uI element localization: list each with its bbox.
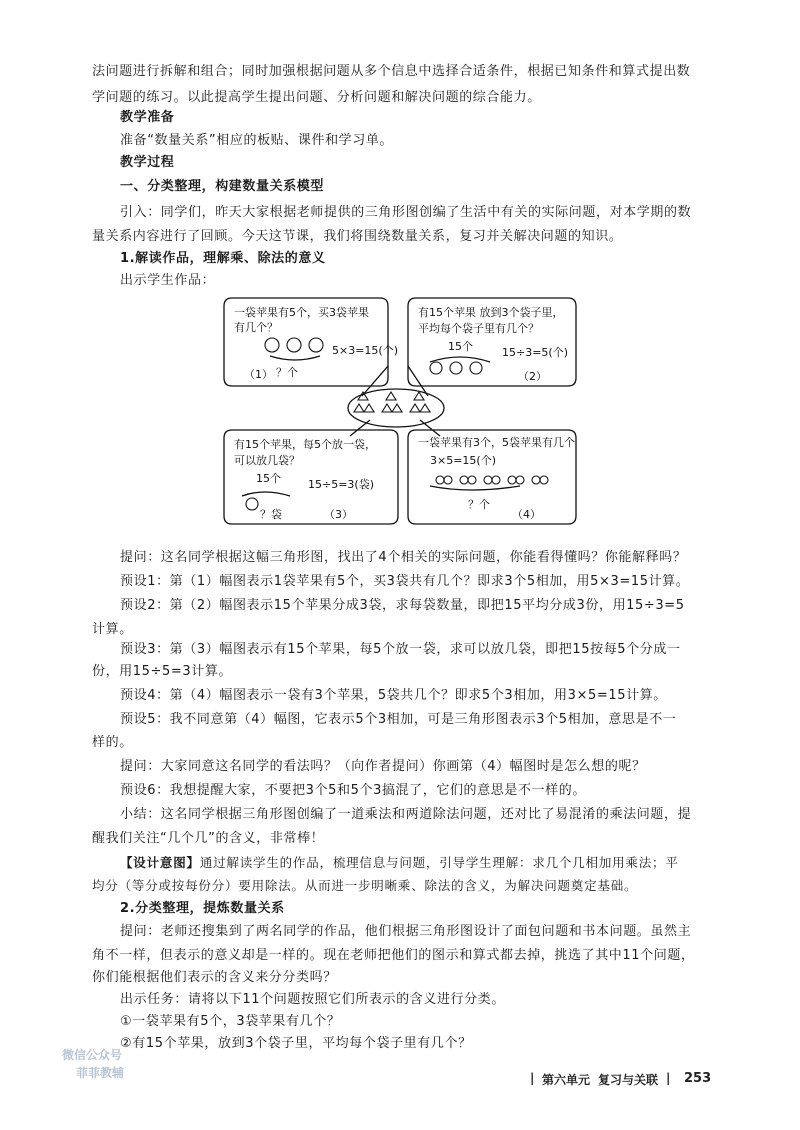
panel-2-text: 有15个苹果 放到3个袋子里， [418, 306, 564, 319]
panel-4-unknown: ？个 [468, 498, 490, 511]
page-number: 253 [684, 1071, 712, 1086]
panel-1-bags [265, 338, 323, 352]
panel-2-number: （2） [518, 370, 547, 383]
list-item: ②有15个苹果，放到3个袋子里，平均每个袋子里有几个？ [120, 1036, 472, 1051]
heading-section-1: 一、分类整理，构建数量关系模型 [120, 179, 325, 194]
text-line: 提问：大家同意这名同学的看法吗？（向作者提问）你画第（4）幅图时是怎么想的呢？ [120, 759, 646, 774]
panel-4-text: 一袋苹果有3个，5袋苹果有几个 [418, 436, 575, 449]
design-intent [120, 853, 750, 873]
text-line: 引入：同学们，昨天大家根据老师提供的三角形图创编了生活中有关的实际问题，对本学期的数 [120, 205, 692, 220]
panel-3-equation: 15÷5=3(袋) [308, 478, 375, 491]
list-item: ①一袋苹果有5个，3袋苹果有几个？ [120, 1014, 341, 1029]
text-line: 出示学生作品： [120, 273, 216, 288]
panel-1-equation: 5×3=15(个) [332, 344, 399, 357]
panel-4-groups [436, 476, 548, 484]
panel-2-total: 15个 [448, 340, 473, 353]
panel-4-equation: 3×5=15(个) [430, 454, 497, 467]
text-line: 份，用15÷5=3计算。 [92, 664, 233, 679]
panel-1-text: 有几个？ [234, 321, 278, 334]
text-line: 你们能根据他们表示的含义来分分类吗？ [92, 970, 337, 985]
panel-2-text: 平均每个袋子里有几个？ [418, 322, 539, 335]
panel-3-unknown: ？袋 [260, 508, 282, 521]
footer-title: 复习与关联 [598, 1073, 659, 1087]
panel-2-bags [430, 362, 482, 374]
panel-3-total: 15个 [256, 472, 281, 485]
panel-4-number: （4） [512, 508, 541, 521]
design-intent-tag: 【设计意图】 [120, 855, 200, 870]
text-line: 样的。 [92, 735, 133, 750]
text-line: 计算。 [92, 622, 133, 637]
text-line: 预设3：第（3）幅图表示有15个苹果，每5个放一袋，求可以放几袋，即把15按每5个分成一 [120, 642, 681, 657]
subheading-2: 2.分类整理，提炼数量关系 [120, 901, 285, 916]
text-line: 预设5：我不同意第（4）幅图，它表示5个3相加，可是三角形图表示3个5相加，意思是不一 [120, 712, 677, 727]
text-line: 醒我们关注“几个几”的含义，非常棒！ [92, 831, 325, 846]
design-intent-text: 通过解读学生的作品，梳理信息与问题，引导学生理解：求几个几相加用乘法；平 [199, 855, 679, 870]
text-line: 提问：老师还搜集到了两名同学的作品，他们根据三角形图设计了面包问题和书本问题。虽然主 [120, 924, 692, 939]
text-line: 预设1：第（1）幅图表示1袋苹果有5个，买3袋共有几个？即求3个5相加，用5×3=15计算。 [120, 574, 690, 589]
text-line: 预设4：第（4）幅图表示一袋有3个苹果，5袋共几个？即求5个3相加，用3×5=15计算。 [120, 688, 667, 703]
heading-teaching-prep: 教学准备 [120, 110, 175, 125]
watermark-text: 微信公众号 [62, 1048, 123, 1062]
heading-teaching-process: 教学过程 [120, 155, 175, 170]
panel-3-text: 可以放几袋？ [234, 454, 300, 467]
footer-separator: | [530, 1071, 535, 1085]
text-line: 小结：这名同学根据三角形图创编了一道乘法和两道除法问题，还对比了易混淆的乘法问题，提 [120, 807, 692, 822]
footer-separator: | [666, 1071, 671, 1085]
panel-1-number: （1） [244, 368, 273, 381]
text-line: 预设2：第（2）幅图表示15个苹果分成3袋，求每袋数量，即把15平均分成3份，用15÷3=5 [120, 598, 685, 613]
text-line: 预设6：我想提醒大家，不要把3个5和5个3搞混了，它们的意思是不一样的。 [120, 783, 586, 798]
panel-1-text: 一袋苹果有5个，买3袋苹果 [234, 306, 369, 319]
text-line: 角不一样，但表示的意义却是一样的。现在老师把他们的图示和算式都去掉，挑选了其中11个问题， [92, 948, 695, 963]
triangle-icons [354, 392, 430, 412]
panel-1-unknown: ？个 [276, 366, 298, 379]
student-work-diagram [220, 296, 580, 528]
design-intent-text: 均分（等分或按每份分）要用除法。从而进一步明晰乘、除法的含义，为解决问题奠定基础。 [92, 878, 638, 893]
text-line: 法问题进行拆解和组合；同时加强根据问题从多个信息中选择合适条件，根据已知条件和算式提出数 [92, 64, 691, 79]
panel-3-bags [246, 498, 258, 510]
panel-3-text: 有15个苹果，每5个放一袋， [234, 438, 376, 451]
text-line: 提问：这名同学根据这幅三角形图，找出了4个相关的实际问题，你能看得懂吗？你能解释吗？ [120, 550, 687, 565]
watermark-text: 菲菲教辅 [76, 1066, 125, 1080]
text-line: 量关系内容进行了回顾。今天这节课，我们将围绕数量关系，复习并关解决问题的知识。 [92, 229, 623, 244]
text-line: 学问题的练习。以此提高学生提出问题、分析问题和解决问题的综合能力。 [92, 90, 541, 105]
footer-unit: 第六单元 [542, 1073, 591, 1087]
panel-3-number: （3） [324, 508, 353, 521]
text-line: 准备“数量关系”相应的板贴、课件和学习单。 [120, 133, 394, 148]
panel-2-equation: 15÷3=5(个) [502, 346, 569, 359]
subheading-1: 1.解读作品，理解乘、除法的意义 [120, 251, 326, 266]
text-line: 出示任务：请将以下11个问题按照它们所表示的含义进行分类。 [120, 992, 505, 1007]
